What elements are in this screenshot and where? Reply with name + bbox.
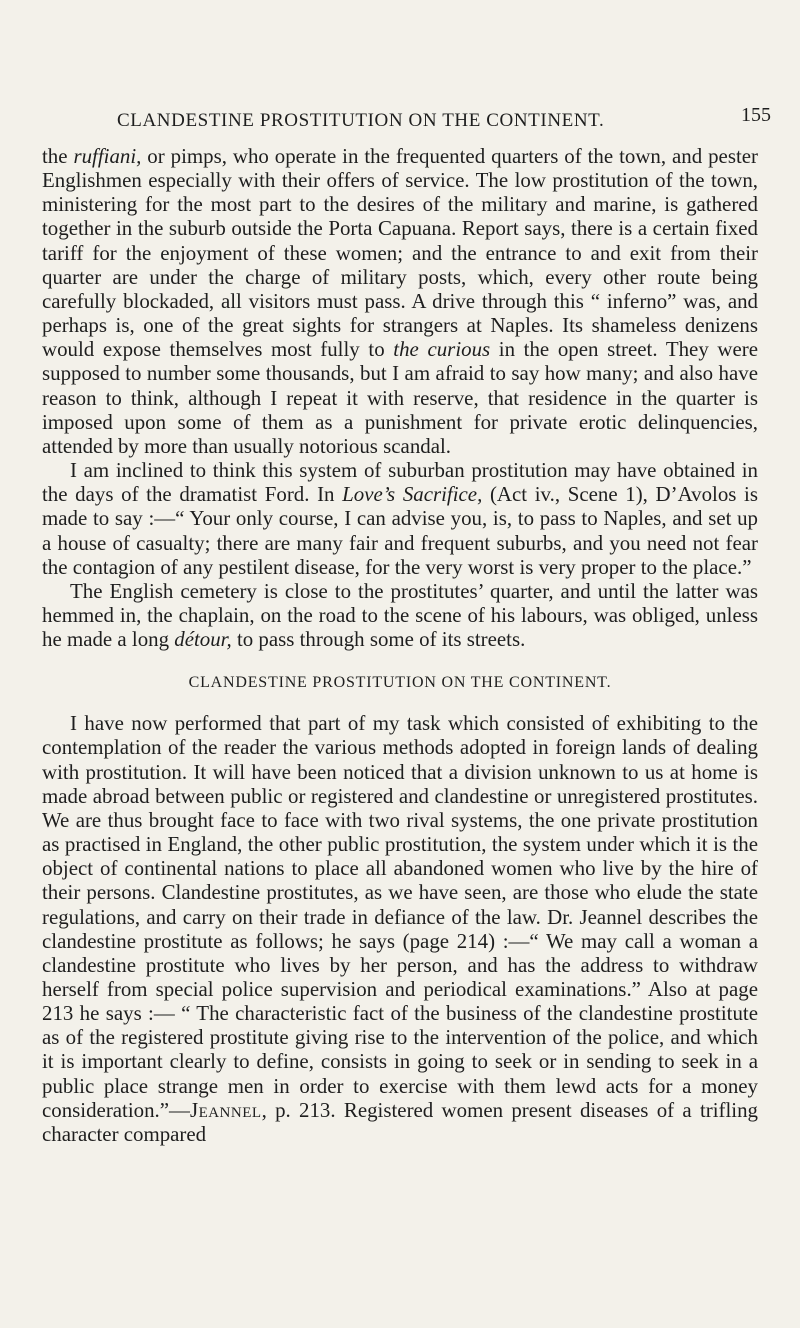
paragraph-4: I have now performed that part of my task which consisted of exhibiting to the contemplation of the reader the various methods adopted in foreign lands of dealing with prostitution. It will have been noticed that a division unknown to us at home is made abroad between public or registered and clandestine or unregistered prostitutes. We are thus brought face to face with two rival systems, the one private prostitution as practised in England, the other public prostitution, the system under which it is the object of continental nations to place all abandoned women who live by the hire of their persons. Clandestine prostitutes, as we have seen, are those who elude the state regulations, and carry on their trade in defiance of the law. Dr. Jeannel describes the clandestine prostitute as follows; he says (page 214) :—“ We may call a woman a clandestine prostitute who lives by her person, and has the address to withdraw herself from special police supervision and periodical examinations.” Also at page 213 he says :— “ The characteristic fact of the business of the clandestine prostitute as of the registered prostitute giving rise to the intervention of the police, and which it is important clearly to define, consists in going to seek or in sending to seek in a public place strange men in order to exercise with them lewd acts for a money consideration.”—Jeannel, p. 213. Registered women present diseases of a trifling character compared	[42, 711, 758, 1146]
italic-ruffiani: ruffiani,	[73, 144, 142, 168]
italic-the-curious: the curious	[393, 337, 491, 362]
italic-detour: détour,	[174, 627, 232, 652]
cited-author: Jeannel	[189, 1097, 262, 1122]
section-heading: CLANDESTINE PROSTITUTION ON THE CONTINENT.	[188, 674, 612, 692]
page-number: 155	[741, 104, 771, 126]
paragraph-2: I am inclined to think this system of suburban prostitution may have obtained in the days of the dramatist Ford. In Love’s Sacrifice, (Act iv., Scene 1), D’Avolos is made to say :—“ Your only course, I can advise you, is, to pass to Naples, and set up a house of casualty; there are many fair and frequent suburbs, and you need not fear the contagion of any pestilent disease, for the very worst is very proper to the place.”	[42, 458, 758, 579]
running-title: CLANDESTINE PROSTITUTION ON THE CONTINENT.	[117, 110, 605, 131]
paragraph-1: the ruffiani, or pimps, who operate in the frequented quarters of the town, and pester Englishmen especially with their offers of service. The low prostitution of the town, ministering for the most part to the desires of the military and marine, is gathered together in the suburb outside the Porta Capuana. Report says, there is a certain fixed tariff for the enjoyment of these women; and the entrance to and exit from their quarter are under the charge of military posts, which, every other route being carefully blockaded, all visitors must pass. A drive through this “ inferno” was, and perhaps is, one of the great sights for strangers at Naples. Its shameless denizens would expose themselves most fully to the curious in the open street. They were supposed to number some thousands, but I am afraid to say how many; and also have reason to think, although I repeat it with reserve, that residence in the quarter is imposed upon some of them as a punishment for private erotic delinquencies, attended by more than usually notorious scandal.	[42, 144, 759, 458]
running-head	[0, 104, 800, 142]
body-text	[42, 144, 758, 1146]
italic-play-title: Love’s Sacrifice,	[342, 482, 483, 507]
paragraph-3: The English cemetery is close to the prostitutes’ quarter, and until the latter was hemmed in, the chaplain, on the road to the scene of his labours, was obliged, unless he made a long détour, to pass through some of its streets.	[42, 578, 758, 652]
